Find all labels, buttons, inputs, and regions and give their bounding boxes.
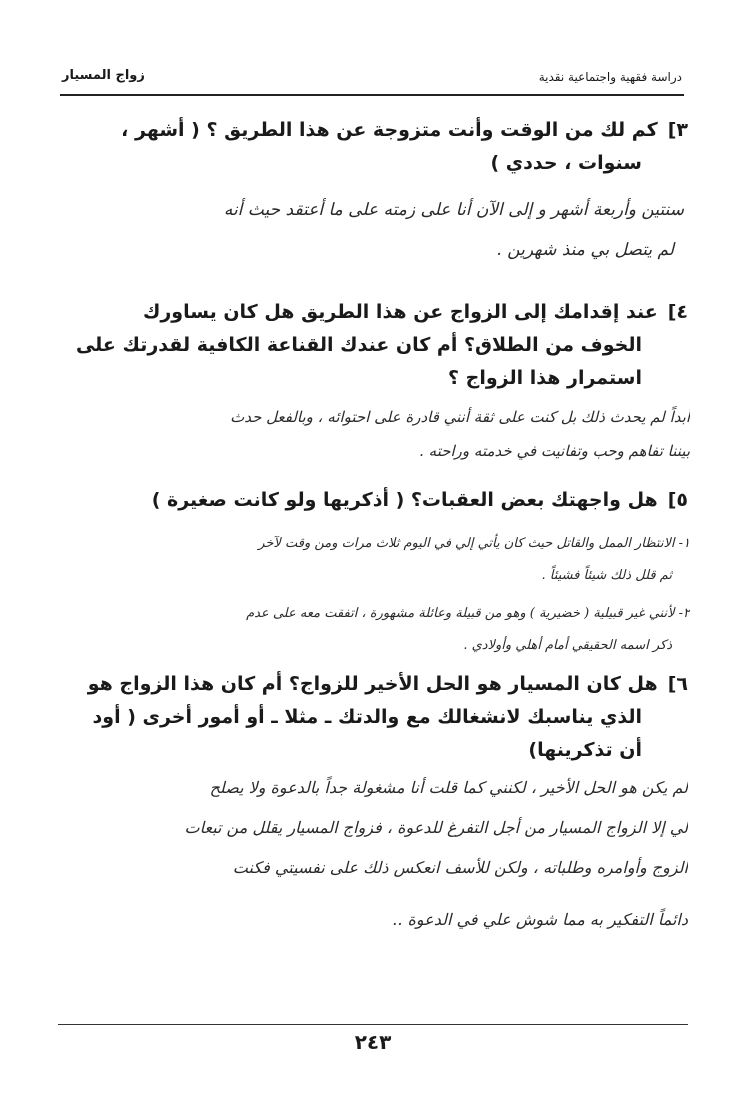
handwritten-line: سنتين وأربعة أشهر و إلى الآن أنا على زمته على ما أعتقد حيث أنه: [223, 200, 684, 220]
header-rule: [60, 94, 684, 96]
answer-6: [52, 768, 688, 940]
handwritten-line: ١- الانتظار الممل والقاتل حيث كان يأتي إلي في اليوم ثلاث مرات ومن وقت لآخر: [258, 536, 690, 551]
handwritten-line: لم يتصل بي منذ شهرين .: [496, 240, 674, 260]
question-number: ٦]: [667, 673, 688, 695]
handwritten-line: الزوج وأوامره وطلباته ، ولكن للأسف انعكس ذلك على نفسيتي فكنت: [232, 858, 688, 877]
handwritten-line: بيننا تفاهم وحب وتفانيت في خدمته وراحته .: [419, 442, 690, 460]
handwritten-line: لي إلا الزواج المسيار من أجل التفرغ للدعوة ، فزواج المسيار يقلل من تبعات: [184, 818, 688, 837]
question-text: سنوات ، حددي ): [490, 152, 642, 174]
question-text: هل كان المسيار هو الحل الأخير للزواج؟ أم كان هذا الزواج هو: [87, 673, 658, 695]
running-header: [62, 66, 682, 90]
answer-5: [50, 528, 690, 662]
question-text: أن تذكرينها): [528, 739, 642, 761]
footer-rule: [58, 1024, 688, 1025]
handwritten-line: ثم قلل ذلك شيئاً فشيئاً .: [541, 568, 672, 583]
question-text: هل واجهتك بعض العقبات؟ ( أذكريها ولو كانت صغيرة ): [151, 489, 658, 511]
question-number: ٣]: [667, 119, 688, 141]
answer-4: [54, 400, 690, 468]
question-text: عند إقدامك إلى الزواج عن هذا الطريق هل كان يساورك: [142, 301, 658, 323]
book-subtitle: دراسة فقهية واجتماعية نقدية: [538, 70, 682, 84]
question-text: كم لك من الوقت وأنت متزوجة عن هذا الطريق ؟ ( أشهر ،: [121, 119, 658, 141]
book-title: زواج المسيار: [62, 68, 145, 83]
question-text: الخوف من الطلاق؟ أم كان عندك القناعة الكافية لقدرتك على: [75, 334, 642, 356]
question-4: [76, 296, 688, 395]
question-6: [88, 668, 688, 767]
handwritten-line: لم يكن هو الحل الأخير ، لكنني كما قلت أنا مشغولة جداً بالدعوة ولا يصلح: [209, 778, 688, 797]
question-text: استمرار هذا الزواج ؟: [448, 367, 642, 389]
answer-3: [58, 190, 684, 270]
handwritten-line: ذكر اسمه الحقيقي أمام أهلي وأولادي .: [463, 638, 672, 653]
question-text: الذي يناسبك لانشغالك مع والدتك ـ مثلا ـ أو أمور أخرى ( أود: [92, 706, 642, 728]
question-3: [121, 114, 688, 180]
page-number: ٢٤٣: [354, 1030, 392, 1054]
handwritten-line: ٢- لأنني غير قبيلية ( خضيرية ) وهو من قبيلة وعائلة مشهورة ، اتفقت معه على عدم: [246, 606, 690, 621]
handwritten-line: أبداً لم يحدث ذلك بل كنت على ثقة أنني قادرة على احتوائه ، وبالفعل حدث: [230, 408, 690, 426]
handwritten-line: دائماً التفكير به مما شوش علي في الدعوة ..: [392, 910, 688, 929]
question-number: ٤]: [667, 301, 688, 323]
question-5: [152, 484, 688, 517]
question-number: ٥]: [667, 489, 688, 511]
